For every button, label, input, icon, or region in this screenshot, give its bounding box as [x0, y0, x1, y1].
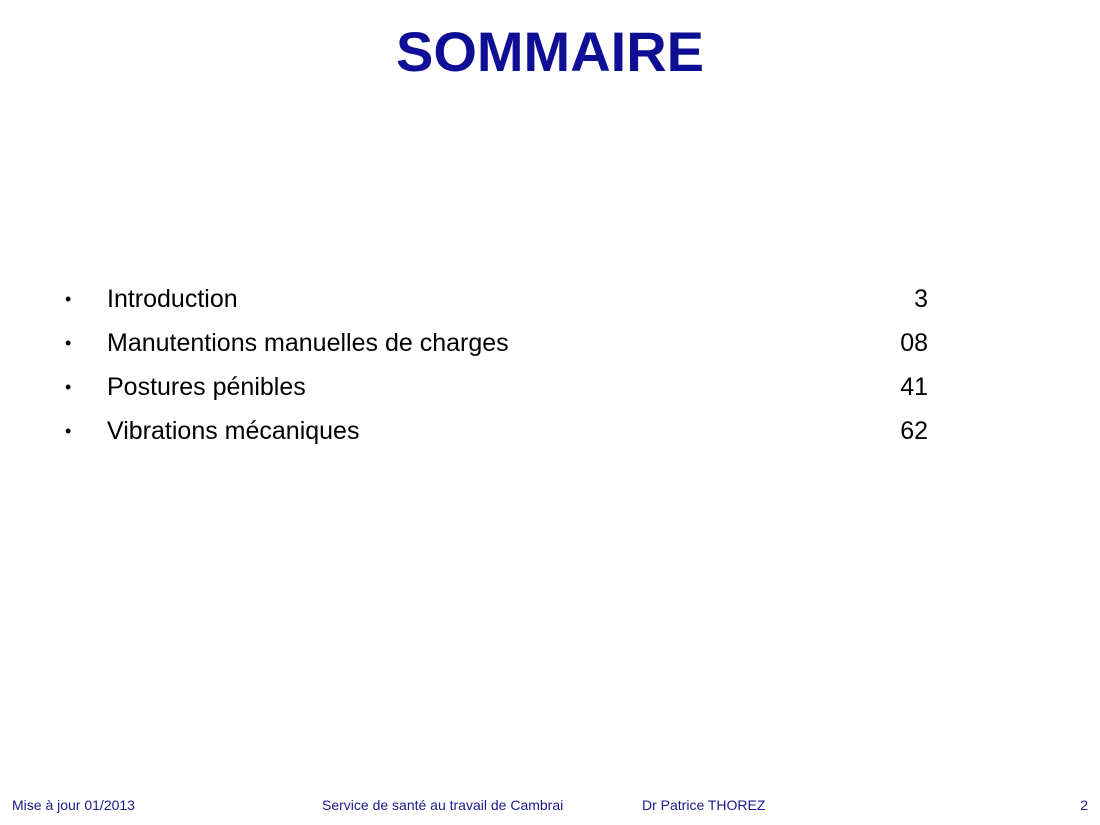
bullet-icon: •	[65, 377, 72, 397]
toc-item-page: 62	[900, 417, 928, 445]
toc-item-label: Manutentions manuelles de charges	[107, 329, 509, 357]
toc-item-manutentions	[60, 322, 940, 366]
bullet-icon: •	[65, 421, 72, 441]
toc-item-label: Introduction	[107, 285, 238, 313]
footer-service: Service de santé au travail de Cambrai	[322, 797, 564, 813]
toc-item-introduction	[60, 278, 940, 322]
footer-page-number: 2	[1080, 797, 1088, 813]
toc-item-postures	[60, 366, 940, 410]
footer-update-date: Mise à jour 01/2013	[12, 797, 135, 813]
toc-item-vibrations	[60, 410, 940, 454]
toc-item-page: 3	[914, 285, 928, 313]
toc-item-label: Vibrations mécaniques	[107, 417, 360, 445]
slide-title: SOMMAIRE	[396, 20, 704, 83]
toc-item-label: Postures pénibles	[107, 373, 306, 401]
table-of-contents	[60, 278, 940, 454]
toc-item-page: 08	[900, 329, 928, 357]
bullet-icon: •	[65, 333, 72, 353]
footer-author: Dr Patrice THOREZ	[642, 797, 766, 813]
toc-item-page: 41	[900, 373, 928, 401]
bullet-icon: •	[65, 289, 72, 309]
